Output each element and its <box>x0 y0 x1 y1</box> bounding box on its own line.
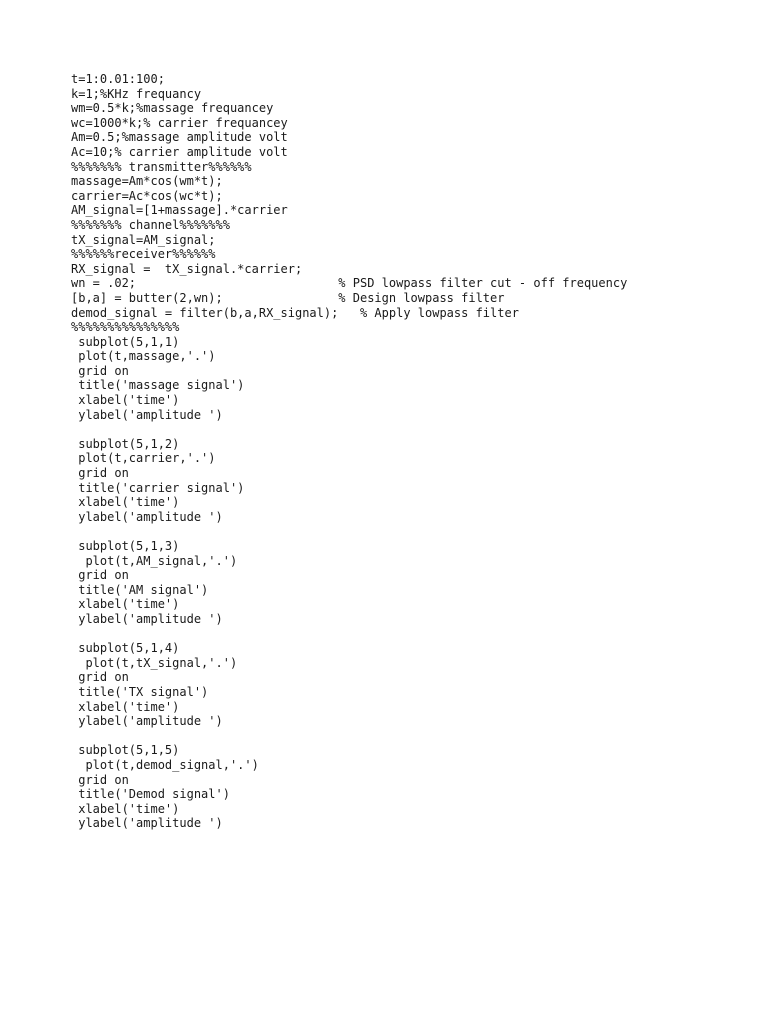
code-line: grid on <box>71 670 129 685</box>
code-line: %%%%%%receiver%%%%%% <box>71 247 216 262</box>
code-line: plot(t,AM_signal,'.') <box>71 553 238 568</box>
code-line: xlabel('time') <box>71 393 180 408</box>
code-line: %%%%%%% transmitter%%%%%% <box>71 159 252 174</box>
code-line: ylabel('amplitude ') <box>71 509 223 524</box>
code-line: demod_signal = filter(b,a,RX_signal); % Apply lowpass filter <box>71 305 519 320</box>
code-line: grid on <box>71 568 129 583</box>
code-line: ylabel('amplitude ') <box>71 714 223 729</box>
code-line: xlabel('time') <box>71 597 180 612</box>
code-line: subplot(5,1,4) <box>71 641 180 656</box>
code-line: plot(t,carrier,'.') <box>71 451 216 466</box>
code-line: xlabel('time') <box>71 801 180 816</box>
code-line: %%%%%%%%%%%%%%% <box>71 320 180 335</box>
code-line <box>71 524 731 539</box>
code-line: tX_signal=AM_signal; <box>71 232 216 247</box>
code-line: title('AM signal') <box>71 582 209 597</box>
code-line: grid on <box>71 772 129 787</box>
code-line: k=1;%KHz frequancy <box>71 86 202 101</box>
code-line: RX_signal = tX_signal.*carrier; <box>71 261 303 276</box>
code-line: [b,a] = butter(2,wn); % Design lowpass filter <box>71 290 505 305</box>
code-line <box>71 627 731 642</box>
code-line: title('Demod signal') <box>71 787 230 802</box>
code-line: subplot(5,1,2) <box>71 436 180 451</box>
code-line: carrier=Ac*cos(wc*t); <box>71 188 223 203</box>
code-line: title('massage signal') <box>71 378 245 393</box>
code-line: ylabel('amplitude ') <box>71 816 223 831</box>
code-line: AM_signal=[1+massage].*carrier <box>71 203 288 218</box>
code-line: grid on <box>71 363 129 378</box>
code-line: ylabel('amplitude ') <box>71 611 223 626</box>
code-line: grid on <box>71 466 129 481</box>
code-line: wm=0.5*k;%massage frequancey <box>71 101 274 116</box>
code-line: subplot(5,1,1) <box>71 334 180 349</box>
code-line: %%%%%%% channel%%%%%%% <box>71 217 230 232</box>
code-line <box>71 729 731 744</box>
code-line: ylabel('amplitude ') <box>71 407 223 422</box>
code-line: massage=Am*cos(wm*t); <box>71 174 223 189</box>
code-line: Am=0.5;%massage amplitude volt <box>71 130 288 145</box>
code-line: t=1:0.01:100; <box>71 72 165 86</box>
code-line: xlabel('time') <box>71 699 180 714</box>
code-listing <box>71 72 731 831</box>
code-line <box>71 422 731 437</box>
code-line: subplot(5,1,3) <box>71 539 180 553</box>
code-line: wn = .02; % PSD lowpass filter cut - off frequency <box>71 276 628 291</box>
code-line: title('TX signal') <box>71 684 209 699</box>
code-line: plot(t,demod_signal,'.') <box>71 757 259 772</box>
code-line: xlabel('time') <box>71 495 180 510</box>
code-line: wc=1000*k;% carrier frequancey <box>71 115 288 130</box>
code-line: title('carrier signal') <box>71 480 245 495</box>
code-line: plot(t,massage,'.') <box>71 349 216 364</box>
code-line: subplot(5,1,5) <box>71 743 180 758</box>
code-line: Ac=10;% carrier amplitude volt <box>71 144 288 159</box>
code-line: plot(t,tX_signal,'.') <box>71 655 238 670</box>
